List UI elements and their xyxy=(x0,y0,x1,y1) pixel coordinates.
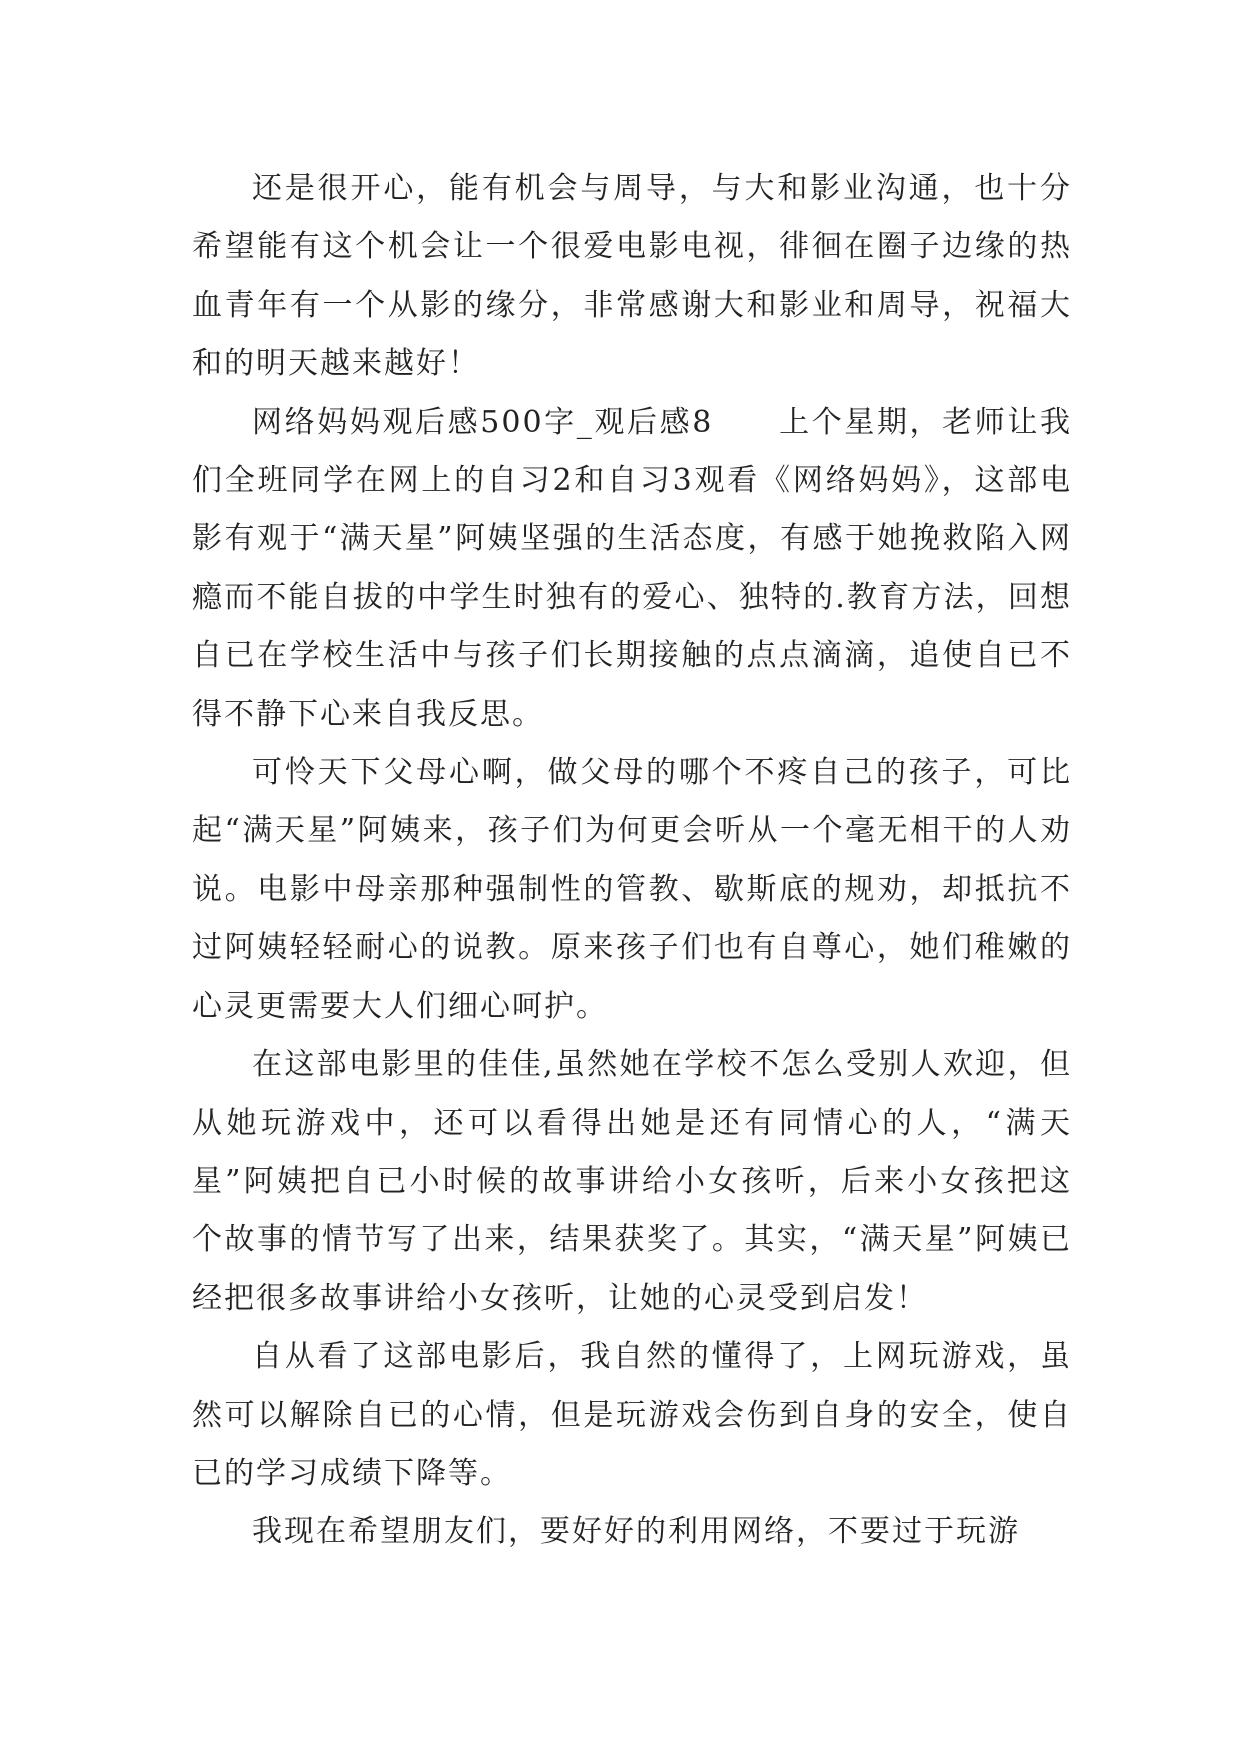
paragraph: 在这部电影里的佳佳,虽然她在学校不怎么受别人欢迎，但从她玩游戏中，还可以看得出她是还有同情心的人，“满天星”阿姨把自已小时候的故事讲给小女孩听，后来小女孩把这个故事的情节写了出来，结果获奖了。其实，“满天星”阿姨已经把很多故事讲给小女孩听，让她的心灵受到启发！ xyxy=(192,1047,1072,1316)
paragraph: 还是很开心，能有机会与周导，与大和影业沟通，也十分希望能有这个机会让一个很爱电影电视，徘徊在圈子边缘的热血青年有一个从影的缘分，非常感谢大和影业和周导，祝福大和的明天越来越好！ xyxy=(192,171,1072,382)
document-body xyxy=(192,160,1072,1562)
paragraph: 可怜天下父母心啊，做父母的哪个不疼自己的孩子，可比起“满天星”阿姨来，孩子们为何更会听从一个毫无相干的人劝说。电影中母亲那种强制性的管教、歇斯底的规劝，却抵抗不过阿姨轻轻耐心的说教。原来孩子们也有自尊心，她们稚嫩的心灵更需要大人们细心呵护。 xyxy=(192,755,1072,1024)
paragraph: 网络妈妈观后感500字_观后感8 上个星期，老师让我们全班同学在网上的自习2和自习3观看《网络妈妈》，这部电影有观于“满天星”阿姨坚强的生活态度，有感于她挽救陷入网瘾而不能自拔的中学生时独有的爱心、独特的.教育方法，回想自已在学校生活中与孩子们长期接触的点点滴滴，追使自已不得不静下心来自我反思。 xyxy=(192,404,1072,732)
paragraph: 我现在希望朋友们，要好好的利用网络，不要过于玩游 xyxy=(252,1514,1020,1550)
paragraph: 自从看了这部电影后，我自然的懂得了，上网玩游戏，虽然可以解除自已的心情，但是玩游戏会伤到自身的安全，使自已的学习成绩下降等。 xyxy=(192,1339,1072,1491)
